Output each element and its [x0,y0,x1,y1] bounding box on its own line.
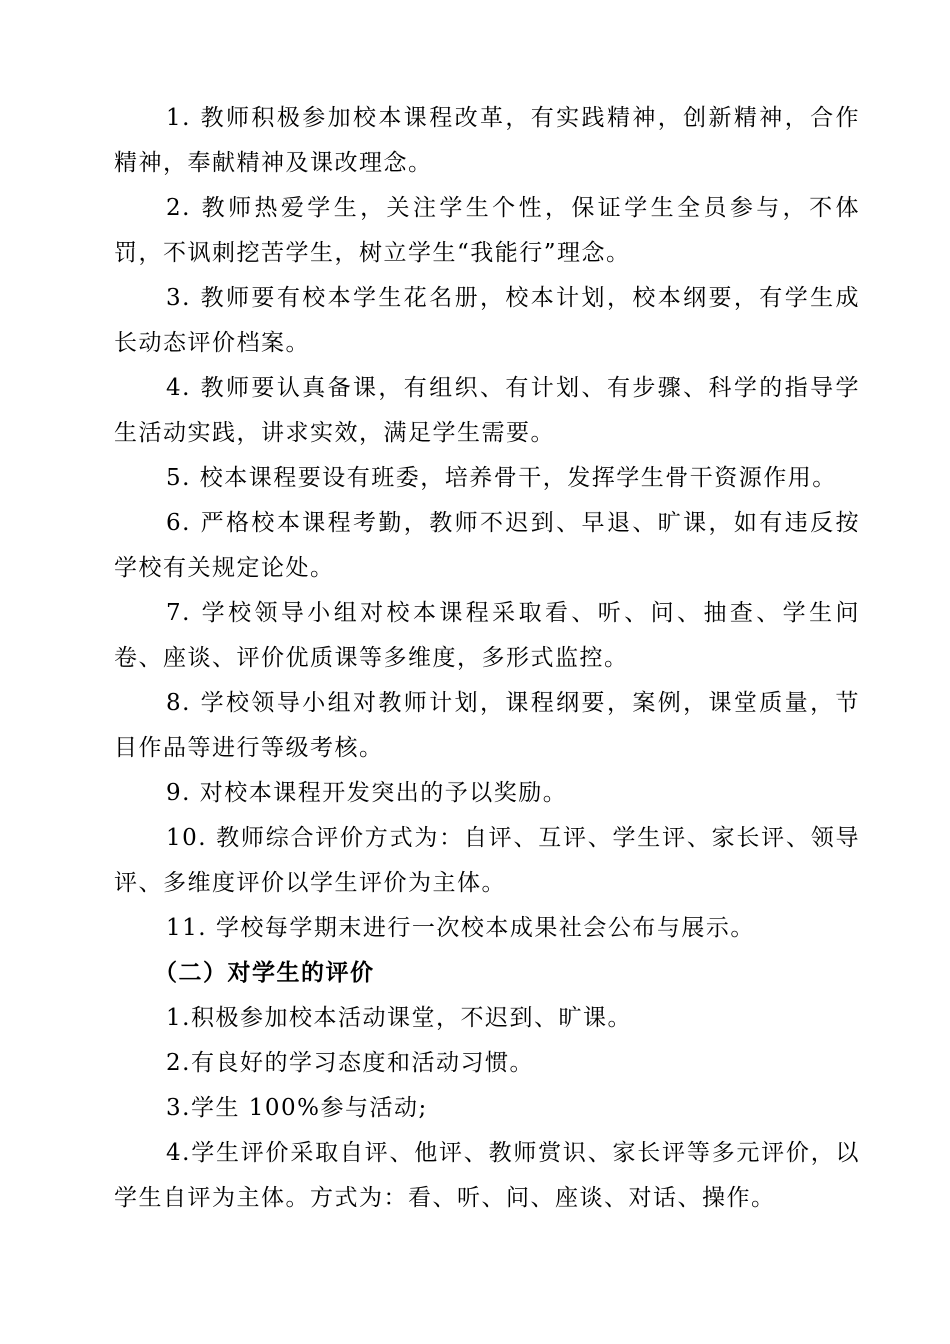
teacher-item-8: 8. 学校领导小组对教师计划，课程纲要，案例，课堂质量，节目作品等进行等级考核。 [114,690,860,761]
student-item-2: 2.有良好的学习态度和活动习惯。 [166,1050,534,1076]
teacher-item-6: 6. 严格校本课程考勤，教师不迟到、早退、旷课，如有违反按学校有关规定论处。 [114,510,860,581]
document-body [114,96,860,1221]
teacher-item-10: 10. 教师综合评价方式为：自评、互评、学生评、家长评、领导评、多维度评价以学生评价为主体。 [114,825,860,896]
teacher-item-11: 11. 学校每学期末进行一次校本成果社会公布与展示。 [166,915,755,941]
teacher-item-1: 1. 教师积极参加校本课程改革，有实践精神，创新精神，合作精神，奉献精神及课改理念。 [114,105,860,176]
teacher-item-2: 2. 教师热爱学生，关注学生个性，保证学生全员参与，不体罚，不讽刺挖苦学生，树立学生“我能行”理念。 [114,195,860,266]
teacher-item-3: 3. 教师要有校本学生花名册，校本计划，校本纲要，有学生成长动态评价档案。 [114,285,860,356]
student-item-3: 3.学生 100%参与活动; [166,1095,428,1121]
student-item-4: 4.学生评价采取自评、他评、教师赏识、家长评等多元评价，以学生自评为主体。方式为：看、听、问、座谈、对话、操作。 [114,1140,860,1211]
teacher-item-5: 5. 校本课程要设有班委，培养骨干，发挥学生骨干资源作用。 [166,465,837,491]
teacher-item-4: 4. 教师要认真备课，有组织、有计划、有步骤、科学的指导学生活动实践，讲求实效，满足学生需要。 [114,375,860,446]
student-item-1: 1.积极参加校本活动课堂，不迟到、旷课。 [166,1005,632,1031]
teacher-item-9: 9. 对校本课程开发突出的予以奖励。 [166,780,568,806]
teacher-item-7: 7. 学校领导小组对校本课程采取看、听、问、抽查、学生问卷、座谈、评价优质课等多维度，多形式监控。 [114,600,860,671]
section-heading-student-evaluation: （二）对学生的评价 [154,960,375,986]
